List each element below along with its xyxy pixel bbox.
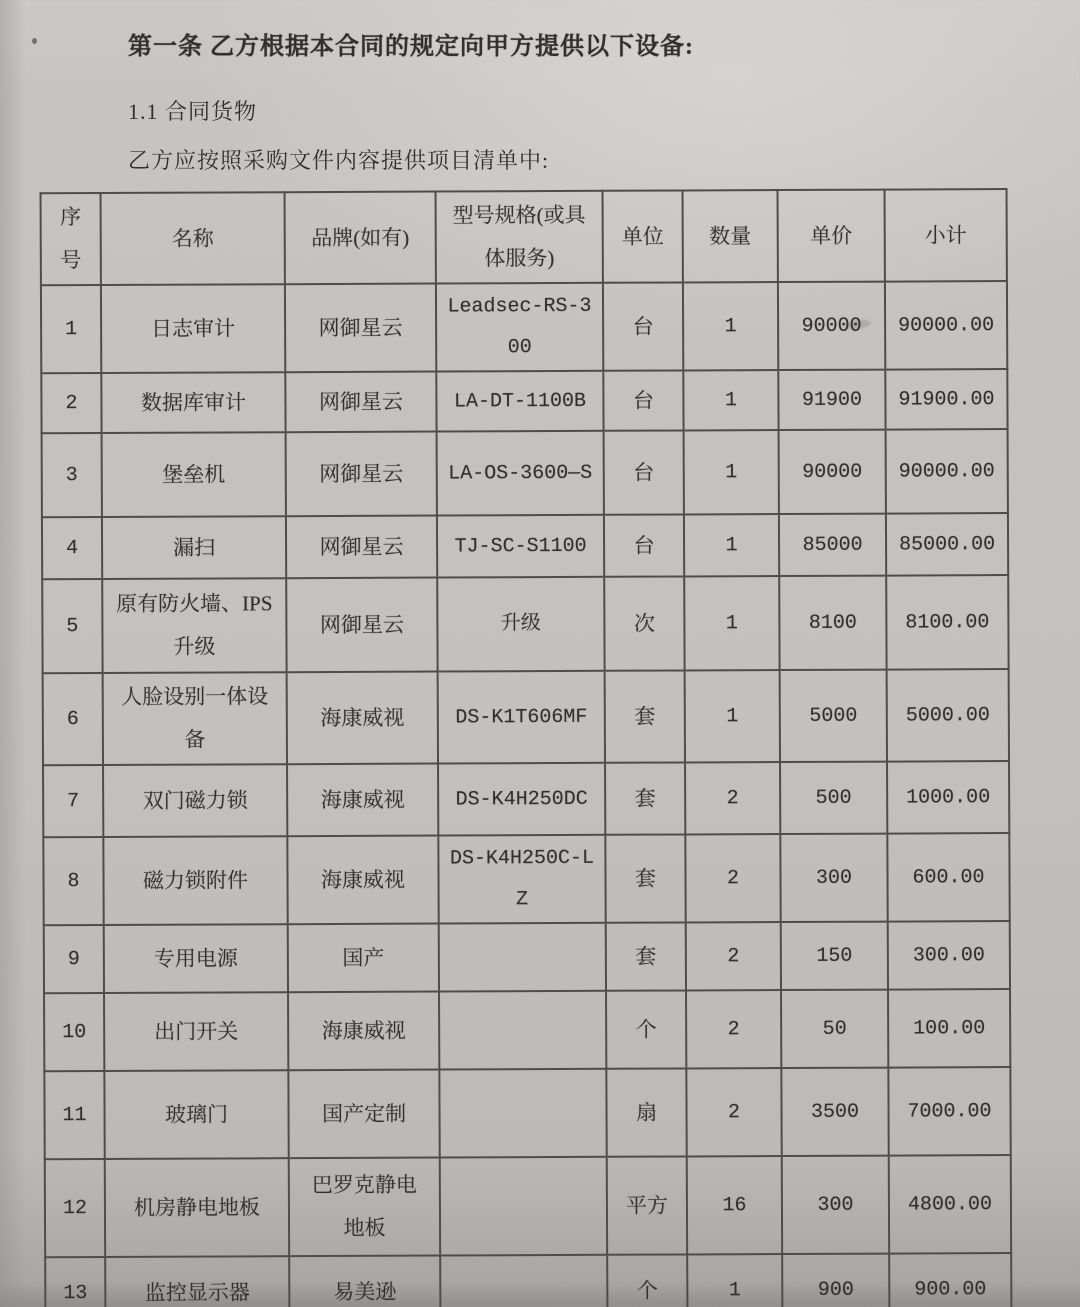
cell-qty: 1 bbox=[684, 514, 779, 576]
cell-brand: 网御星云 bbox=[286, 432, 437, 517]
cell-subtotal: 8100.00 bbox=[886, 575, 1008, 670]
cell-no: 2 bbox=[41, 373, 101, 433]
cell-qty: 2 bbox=[685, 834, 780, 922]
cell-price: 5000 bbox=[780, 670, 887, 763]
cell-model: TJ-SC-S1100 bbox=[437, 515, 604, 578]
cell-brand: 网御星云 bbox=[285, 284, 436, 373]
cell-unit: 台 bbox=[604, 515, 684, 577]
table-row bbox=[43, 833, 1009, 925]
header-price: 单价 bbox=[778, 190, 885, 283]
cell-model: LA-DT-1100B bbox=[436, 371, 603, 432]
cell-name: 堡垒机 bbox=[102, 432, 286, 517]
cell-price: 90000 bbox=[779, 430, 886, 514]
cell-no: 4 bbox=[42, 517, 102, 579]
cell-no: 1 bbox=[41, 285, 101, 373]
header-subtotal: 小计 bbox=[885, 189, 1007, 282]
cell-no: 12 bbox=[45, 1159, 105, 1257]
cell-name: 漏扫 bbox=[102, 516, 286, 579]
header-no bbox=[41, 193, 101, 285]
cell-name: 磁力锁附件 bbox=[103, 836, 287, 925]
cell-qty: 1 bbox=[684, 576, 779, 670]
cell-brand: 网御星云 bbox=[285, 372, 436, 433]
cell-price: 8100 bbox=[779, 576, 886, 670]
table-row bbox=[44, 989, 1010, 1071]
cell-model: Leadsec-RS-300 bbox=[436, 283, 603, 372]
cell-brand: 网御星云 bbox=[286, 578, 437, 673]
cell-price: 91900 bbox=[778, 370, 885, 430]
header-qty: 数量 bbox=[683, 190, 778, 283]
cell-unit: 个 bbox=[606, 991, 686, 1069]
table-row bbox=[45, 1253, 1011, 1307]
table-row bbox=[41, 281, 1007, 373]
header-no-label: 序号 bbox=[60, 205, 82, 273]
cell-subtotal: 900.00 bbox=[889, 1253, 1011, 1307]
cell-qty: 1 bbox=[684, 430, 779, 514]
cell-subtotal: 7000.00 bbox=[888, 1067, 1010, 1156]
cell-brand: 海康威视 bbox=[288, 992, 439, 1071]
cell-price: 3500 bbox=[781, 1068, 888, 1156]
cell-price: 150 bbox=[781, 922, 888, 990]
cell-qty: 16 bbox=[687, 1156, 782, 1254]
cell-no: 5 bbox=[42, 579, 102, 673]
cell-no: 6 bbox=[43, 673, 103, 765]
cell-unit: 套 bbox=[606, 923, 686, 991]
cell-unit: 扇 bbox=[606, 1069, 686, 1157]
clause-number: 1.1 合同货物 bbox=[128, 99, 258, 124]
cell-qty: 2 bbox=[686, 922, 781, 990]
cell-name: 人脸设别一体设备 bbox=[103, 672, 287, 765]
intro-line: 乙方应按照采购文件内容提供项目清单中: bbox=[128, 148, 550, 173]
cell-name: 原有防火墙、IPS升级 bbox=[102, 578, 286, 673]
cell-subtotal: 91900.00 bbox=[885, 369, 1007, 430]
cell-qty: 1 bbox=[685, 670, 780, 763]
header-unit: 单位 bbox=[603, 190, 683, 282]
table-row bbox=[42, 575, 1008, 673]
cell-qty: 2 bbox=[686, 1068, 781, 1156]
cell-unit: 个 bbox=[607, 1255, 687, 1307]
cell-unit: 套 bbox=[605, 671, 685, 763]
cell-unit: 次 bbox=[604, 577, 684, 671]
table-row bbox=[44, 1067, 1010, 1159]
table-row bbox=[45, 1155, 1011, 1257]
cell-brand: 海康威视 bbox=[287, 764, 438, 837]
cell-qty: 1 bbox=[683, 282, 778, 370]
cell-subtotal: 90000.00 bbox=[886, 429, 1008, 514]
table-row bbox=[43, 761, 1009, 837]
cell-qty: 2 bbox=[686, 990, 781, 1068]
header-model: 型号规格(或具体服务) bbox=[436, 191, 603, 284]
header-name: 名称 bbox=[101, 192, 285, 285]
cell-subtotal: 5000.00 bbox=[887, 669, 1009, 762]
text-block bbox=[0, 0, 1080, 175]
header-row bbox=[41, 189, 1007, 285]
cell-name: 专用电源 bbox=[104, 924, 288, 993]
cell-no: 3 bbox=[42, 433, 102, 517]
cell-model: 升级 bbox=[437, 577, 604, 672]
cell-subtotal: 300.00 bbox=[888, 921, 1010, 990]
cell-brand: 易美逊 bbox=[289, 1256, 440, 1307]
cell-brand: 网御星云 bbox=[286, 516, 437, 579]
table-row bbox=[43, 669, 1009, 765]
cell-price: 300 bbox=[782, 1156, 889, 1254]
cell-model: DS-K4H250C-LZ bbox=[438, 835, 605, 924]
cell-subtotal: 1000.00 bbox=[887, 761, 1009, 834]
cell-no: 8 bbox=[43, 837, 103, 925]
cell-subtotal: 90000.00 bbox=[885, 281, 1007, 370]
cell-subtotal: 600.00 bbox=[887, 833, 1009, 922]
cell-subtotal: 4800.00 bbox=[889, 1155, 1011, 1254]
cell-no: 11 bbox=[44, 1071, 104, 1159]
table-row bbox=[42, 429, 1008, 517]
cell-brand: 国产定制 bbox=[288, 1070, 439, 1159]
cell-name: 监控显示器 bbox=[105, 1256, 289, 1307]
cell-name: 机房静电地板 bbox=[105, 1158, 289, 1257]
equipment-table-wrap bbox=[40, 188, 1080, 1307]
cell-price: 50 bbox=[781, 990, 888, 1068]
cell-price: 85000 bbox=[779, 514, 886, 576]
clause-heading: 第一条 乙方根据本合同的规定向甲方提供以下设备: bbox=[128, 34, 694, 60]
cell-no: 13 bbox=[45, 1257, 105, 1307]
cell-qty: 2 bbox=[685, 762, 780, 834]
cell-price: 500 bbox=[780, 762, 887, 834]
cell-unit: 台 bbox=[603, 283, 683, 371]
cell-subtotal: 85000.00 bbox=[886, 513, 1008, 576]
cell-brand: 海康威视 bbox=[287, 836, 438, 925]
cell-model bbox=[440, 1157, 607, 1256]
cell-name: 出门开关 bbox=[104, 992, 288, 1071]
scan-speck bbox=[32, 38, 37, 44]
cell-model: DS-K4H250DC bbox=[438, 763, 605, 836]
cell-subtotal: 100.00 bbox=[888, 989, 1010, 1068]
cell-name: 双门磁力锁 bbox=[103, 764, 287, 837]
cell-no: 9 bbox=[44, 925, 104, 993]
cell-model: LA-OS-3600—S bbox=[437, 431, 604, 516]
cell-no: 10 bbox=[44, 993, 104, 1071]
cell-model bbox=[439, 923, 606, 992]
header-brand: 品牌(如有) bbox=[285, 192, 436, 285]
cell-model bbox=[439, 1069, 606, 1158]
table-row bbox=[41, 369, 1007, 433]
equipment-table bbox=[40, 188, 1013, 1307]
cell-no: 7 bbox=[43, 765, 103, 837]
cell-model bbox=[440, 1255, 607, 1307]
cell-unit: 套 bbox=[605, 763, 685, 835]
cell-unit: 台 bbox=[603, 371, 683, 431]
cell-qty: 1 bbox=[683, 370, 778, 430]
cell-unit: 台 bbox=[604, 431, 684, 515]
cell-name: 玻璃门 bbox=[104, 1070, 288, 1159]
cell-model bbox=[439, 991, 606, 1070]
equipment-table-head bbox=[41, 189, 1007, 285]
cell-unit: 套 bbox=[605, 835, 685, 923]
cell-brand: 国产 bbox=[288, 924, 439, 993]
cell-qty: 1 bbox=[687, 1254, 782, 1307]
table-row bbox=[44, 921, 1010, 993]
table-row bbox=[42, 513, 1008, 579]
cell-name: 日志审计 bbox=[101, 284, 285, 373]
cell-price: 900 bbox=[782, 1254, 889, 1307]
cell-brand: 巴罗克静电地板 bbox=[289, 1158, 440, 1257]
cell-price: 90000 bbox=[778, 282, 885, 370]
cell-model: DS-K1T606MF bbox=[438, 671, 605, 764]
cell-name: 数据库审计 bbox=[101, 372, 285, 433]
equipment-table-body bbox=[41, 281, 1012, 1307]
cell-price: 300 bbox=[780, 834, 887, 922]
cell-unit: 平方 bbox=[607, 1157, 687, 1255]
cell-brand: 海康威视 bbox=[287, 672, 438, 765]
